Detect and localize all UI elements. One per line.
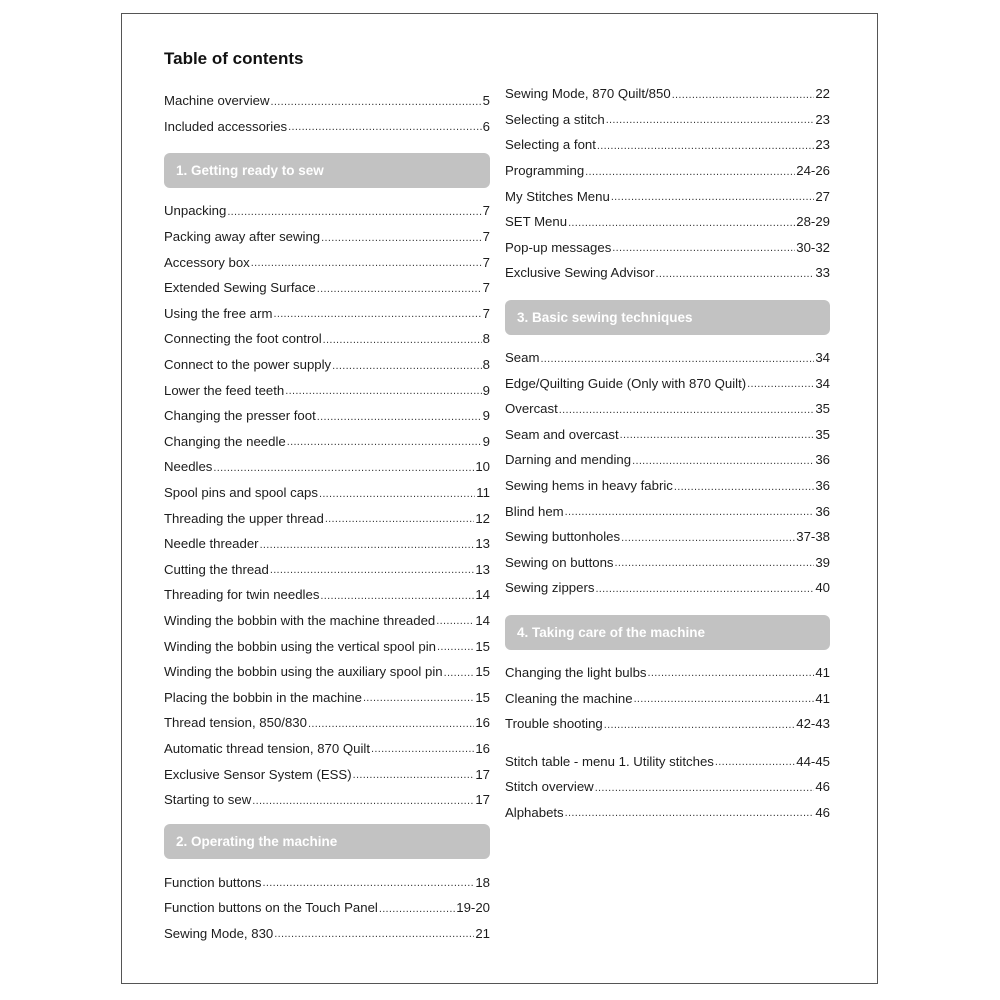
toc-leader-dots — [672, 89, 815, 101]
section-header-basic-techniques: 3. Basic sewing techniques — [505, 300, 830, 335]
toc-leader-dots — [271, 96, 482, 108]
toc-entry[interactable] — [164, 377, 490, 403]
toc-entry[interactable] — [164, 198, 490, 224]
toc-entry-label: Exclusive Sensor System (ESS) — [164, 766, 352, 782]
toc-entry-label: Cleaning the machine — [505, 690, 633, 706]
toc-entry[interactable] — [505, 774, 830, 800]
toc-entry[interactable] — [505, 345, 830, 371]
toc-entry-page: 8 — [482, 331, 490, 347]
toc-leader-dots — [287, 436, 482, 448]
toc-entry[interactable] — [505, 575, 830, 601]
toc-leader-dots — [270, 564, 474, 576]
toc-entry-page: 36 — [815, 503, 830, 519]
toc-entry-label: Needle threader — [164, 536, 259, 552]
toc-group-operating — [164, 869, 490, 946]
toc-entry[interactable] — [164, 710, 490, 736]
toc-entry[interactable] — [164, 787, 490, 813]
toc-leader-dots — [321, 232, 482, 244]
toc-entry-label: Accessory box — [164, 254, 250, 270]
toc-entry[interactable] — [505, 447, 830, 473]
toc-entry-page: 11 — [476, 485, 490, 501]
toc-leader-dots — [634, 693, 815, 705]
toc-entry[interactable] — [505, 183, 830, 209]
toc-leader-dots — [615, 557, 815, 569]
toc-leader-dots — [632, 455, 814, 467]
toc-entry-page: 21 — [475, 925, 490, 941]
toc-entry-page: 13 — [475, 536, 490, 552]
toc-entry[interactable] — [505, 550, 830, 576]
toc-leader-dots — [437, 641, 474, 653]
toc-entry[interactable] — [164, 352, 490, 378]
toc-entry-label: Thread tension, 850/830 — [164, 715, 307, 731]
toc-leader-dots — [436, 615, 474, 627]
toc-leader-dots — [621, 532, 795, 544]
section-header-getting-ready: 1. Getting ready to sew — [164, 153, 490, 188]
toc-leader-dots — [320, 590, 474, 602]
toc-entry-page: 46 — [815, 804, 830, 820]
toc-entry[interactable] — [505, 524, 830, 550]
toc-entry-label: Threading for twin needles — [164, 587, 320, 603]
toc-entry-page: 28-29 — [796, 214, 830, 230]
toc-entry-page: 23 — [815, 137, 830, 153]
toc-leader-dots — [565, 506, 815, 518]
toc-entry-label: Packing away after sewing — [164, 229, 321, 245]
toc-entry-page: 8 — [482, 357, 490, 373]
toc-leader-dots — [559, 404, 815, 416]
toc-entry-label: Changing the light bulbs — [505, 664, 647, 680]
toc-entry-label: Automatic thread tension, 870 Quilt — [164, 740, 370, 756]
toc-entry[interactable] — [505, 711, 830, 737]
toc-entry[interactable] — [164, 761, 490, 787]
toc-entry[interactable] — [505, 800, 830, 826]
toc-entry[interactable] — [164, 684, 490, 710]
toc-entry-label: Seam and overcast — [505, 426, 619, 442]
toc-leader-dots — [674, 481, 814, 493]
toc-entry-page: 34 — [815, 350, 830, 366]
toc-leader-dots — [317, 283, 482, 295]
toc-entry-page: 14 — [475, 612, 490, 628]
toc-entry-page: 12 — [475, 510, 490, 526]
toc-leader-dots — [308, 718, 474, 730]
toc-entry-label: Machine overview — [164, 93, 270, 109]
toc-leader-dots — [585, 166, 795, 178]
toc-entry[interactable] — [164, 895, 490, 921]
toc-entry[interactable] — [505, 396, 830, 422]
toc-leader-dots — [606, 114, 815, 126]
toc-leader-dots — [595, 782, 815, 794]
toc-entry-label: Connecting the foot control — [164, 331, 322, 347]
page-title: Table of contents — [164, 49, 304, 68]
toc-entry-page: 24-26 — [796, 163, 830, 179]
toc-entry[interactable] — [505, 748, 830, 774]
toc-entry-page: 42-43 — [796, 716, 830, 732]
toc-entry[interactable] — [164, 505, 490, 531]
toc-leader-dots — [319, 488, 475, 500]
section-header-care: 4. Taking care of the machine — [505, 615, 830, 650]
toc-entry-label: Stitch table - menu 1. Utility stitches — [505, 753, 714, 769]
toc-entry-label: Threading the upper thread — [164, 510, 324, 526]
toc-entry[interactable] — [505, 498, 830, 524]
toc-entry[interactable] — [505, 260, 830, 286]
toc-leader-dots — [285, 385, 481, 397]
toc-entry[interactable] — [505, 422, 830, 448]
toc-leader-dots — [260, 539, 475, 551]
toc-entry-page: 16 — [475, 740, 490, 756]
toc-entry-page: 7 — [482, 305, 490, 321]
toc-entry-page: 16 — [475, 715, 490, 731]
toc-entry-label: Included accessories — [164, 118, 288, 134]
toc-entry[interactable] — [505, 209, 830, 235]
toc-entry[interactable] — [164, 429, 490, 455]
toc-entry-label: Trouble shooting — [505, 716, 603, 732]
toc-leader-dots — [379, 903, 455, 915]
toc-entry-label: Function buttons on the Touch Panel — [164, 900, 378, 916]
toc-entry-page: 15 — [475, 638, 490, 654]
toc-entry-page: 30-32 — [796, 239, 830, 255]
toc-entry-page: 13 — [475, 561, 490, 577]
toc-entry-page: 14 — [475, 587, 490, 603]
toc-entry-label: Pop-up messages — [505, 239, 612, 255]
toc-entry[interactable] — [164, 403, 490, 429]
toc-entry-label: Darning and mending — [505, 452, 632, 468]
toc-entry-label: Winding the bobbin using the auxiliary spool pin — [164, 664, 443, 680]
toc-entry-label: Sewing buttonholes — [505, 529, 621, 545]
toc-entry-label: My Stitches Menu — [505, 188, 610, 204]
toc-entry-page: 17 — [475, 766, 490, 782]
toc-entry-page: 6 — [482, 118, 490, 134]
toc-entry-page: 36 — [815, 452, 830, 468]
toc-leader-dots — [363, 692, 474, 704]
toc-entry-page: 34 — [815, 375, 830, 391]
toc-leader-dots — [656, 268, 815, 280]
toc-entry[interactable] — [164, 114, 490, 140]
toc-entry-label: Blind hem — [505, 503, 564, 519]
toc-entry[interactable] — [164, 659, 490, 685]
toc-group-intro — [164, 88, 490, 139]
toc-entry-label: Connect to the power supply — [164, 357, 332, 373]
toc-leader-dots — [213, 462, 474, 474]
toc-entry-page: 9 — [482, 408, 490, 424]
toc-entry[interactable] — [505, 473, 830, 499]
toc-entry-label: Starting to sew — [164, 792, 252, 808]
toc-entry-label: Function buttons — [164, 874, 262, 890]
toc-leader-dots — [353, 769, 475, 781]
toc-group-care — [505, 660, 830, 737]
toc-right-column — [505, 81, 830, 825]
toc-entry[interactable] — [164, 736, 490, 762]
toc-entry-page: 18 — [475, 874, 490, 890]
toc-entry-label: Edge/Quilting Guide (Only with 870 Quilt) — [505, 375, 747, 391]
toc-entry[interactable] — [164, 869, 490, 895]
toc-entry-page: 7 — [482, 203, 490, 219]
toc-entry[interactable] — [164, 531, 490, 557]
toc-leader-dots — [747, 378, 814, 390]
toc-leader-dots — [317, 411, 482, 423]
toc-entry-label: Spool pins and spool caps — [164, 485, 318, 501]
toc-entry[interactable] — [164, 633, 490, 659]
toc-entry-page: 37-38 — [796, 529, 830, 545]
toc-leader-dots — [597, 140, 814, 152]
toc-entry-page: 7 — [482, 280, 490, 296]
toc-entry[interactable] — [164, 582, 490, 608]
toc-entry-label: Needles — [164, 459, 213, 475]
toc-leader-dots — [648, 667, 815, 679]
toc-group-getting-ready — [164, 198, 490, 812]
toc-leader-dots — [274, 928, 474, 940]
toc-entry[interactable] — [164, 608, 490, 634]
toc-entry[interactable] — [505, 107, 830, 133]
toc-entry-page: 10 — [475, 459, 490, 475]
toc-entry[interactable] — [505, 81, 830, 107]
toc-entry[interactable] — [164, 301, 490, 327]
toc-leader-dots — [715, 756, 795, 768]
toc-group-basic-techniques — [505, 345, 830, 601]
toc-entry[interactable] — [164, 326, 490, 352]
toc-leader-dots — [251, 257, 482, 269]
toc-entry[interactable] — [164, 224, 490, 250]
toc-entry[interactable] — [164, 921, 490, 947]
toc-entry[interactable] — [505, 685, 830, 711]
toc-entry-page: 19-20 — [456, 900, 490, 916]
toc-leader-dots — [288, 121, 482, 133]
toc-entry-page: 23 — [815, 111, 830, 127]
toc-entry-page: 46 — [815, 779, 830, 795]
toc-entry-label: Unpacking — [164, 203, 227, 219]
toc-entry-label: Selecting a font — [505, 137, 596, 153]
toc-entry-label: Stitch overview — [505, 779, 594, 795]
toc-entry[interactable] — [164, 249, 490, 275]
toc-leader-dots — [611, 191, 815, 203]
toc-entry-page: 5 — [482, 93, 490, 109]
toc-leader-dots — [604, 719, 796, 731]
toc-entry-label: Winding the bobbin using the vertical spool pin — [164, 638, 436, 654]
toc-leader-dots — [252, 795, 474, 807]
toc-entry[interactable] — [505, 132, 830, 158]
toc-entry-label: Sewing zippers — [505, 580, 595, 596]
toc-entry-label: Using the free arm — [164, 305, 273, 321]
toc-entry-label: Seam — [505, 350, 540, 366]
toc-entry-label: Alphabets — [505, 804, 564, 820]
toc-group-appendix — [505, 748, 830, 825]
toc-group-continued — [505, 81, 830, 286]
toc-leader-dots — [568, 217, 795, 229]
toc-leader-dots — [595, 583, 814, 595]
toc-entry-label: Placing the bobbin in the machine — [164, 689, 362, 705]
toc-entry-label: Sewing hems in heavy fabric — [505, 478, 673, 494]
toc-entry-page: 41 — [815, 690, 830, 706]
toc-left-column — [164, 88, 490, 946]
toc-entry-page: 9 — [482, 382, 490, 398]
toc-entry[interactable] — [505, 370, 830, 396]
section-header-operating: 2. Operating the machine — [164, 824, 490, 859]
toc-entry[interactable] — [164, 480, 490, 506]
toc-entry-label: Exclusive Sewing Advisor — [505, 265, 655, 281]
toc-entry-page: 41 — [815, 664, 830, 680]
toc-leader-dots — [263, 877, 475, 889]
toc-entry-label: Selecting a stitch — [505, 111, 605, 127]
toc-entry-page: 44-45 — [796, 753, 830, 769]
toc-entry-page: 7 — [482, 229, 490, 245]
toc-leader-dots — [620, 429, 815, 441]
toc-entry-label: Winding the bobbin with the machine threaded — [164, 612, 436, 628]
toc-entry-label: Changing the needle — [164, 433, 286, 449]
toc-leader-dots — [540, 353, 814, 365]
toc-leader-dots — [612, 242, 795, 254]
toc-entry-page: 7 — [482, 254, 490, 270]
toc-leader-dots — [565, 807, 815, 819]
toc-entry-page: 15 — [475, 689, 490, 705]
toc-entry-label: Programming — [505, 163, 585, 179]
toc-entry[interactable] — [164, 557, 490, 583]
toc-entry[interactable] — [505, 158, 830, 184]
toc-leader-dots — [325, 513, 475, 525]
toc-entry-label: Sewing Mode, 830 — [164, 925, 274, 941]
toc-entry-page: 36 — [815, 478, 830, 494]
toc-entry[interactable] — [164, 275, 490, 301]
toc-entry-page: 33 — [815, 265, 830, 281]
toc-entry-page: 22 — [815, 86, 830, 102]
toc-entry[interactable] — [505, 235, 830, 261]
toc-entry-label: Changing the presser foot — [164, 408, 316, 424]
toc-entry[interactable] — [505, 660, 830, 686]
toc-entry-page: 39 — [815, 554, 830, 570]
toc-entry-label: Sewing on buttons — [505, 554, 614, 570]
toc-entry-page: 40 — [815, 580, 830, 596]
toc-entry-label: Overcast — [505, 401, 558, 417]
toc-leader-dots — [371, 743, 474, 755]
toc-leader-dots — [323, 334, 482, 346]
toc-leader-dots — [227, 206, 481, 218]
toc-entry-label: Cutting the thread — [164, 561, 269, 577]
toc-entry-page: 35 — [815, 426, 830, 442]
toc-entry-label: SET Menu — [505, 214, 568, 230]
toc-entry-page: 15 — [475, 664, 490, 680]
toc-entry-page: 27 — [815, 188, 830, 204]
toc-entry-label: Lower the feed teeth — [164, 382, 285, 398]
toc-leader-dots — [332, 360, 482, 372]
toc-entry-page: 17 — [475, 792, 490, 808]
toc-leader-dots — [273, 308, 481, 320]
toc-entry[interactable] — [164, 88, 490, 114]
toc-entry-label: Sewing Mode, 870 Quilt/850 — [505, 86, 671, 102]
toc-entry-page: 9 — [482, 433, 490, 449]
toc-entry-label: Extended Sewing Surface — [164, 280, 316, 296]
toc-entry-page: 35 — [815, 401, 830, 417]
toc-entry[interactable] — [164, 454, 490, 480]
toc-leader-dots — [444, 667, 475, 679]
